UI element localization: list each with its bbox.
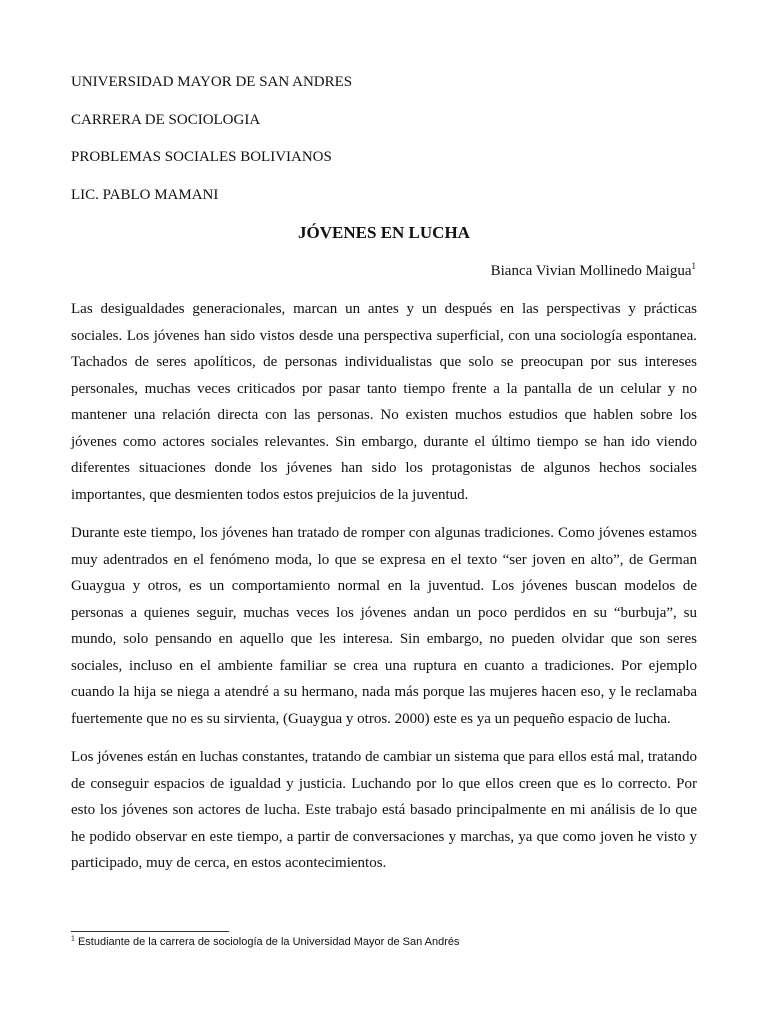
document-title: JÓVENES EN LUCHA [298, 223, 470, 242]
header-course: PROBLEMAS SOCIALES BOLIVIANOS [71, 149, 332, 165]
header-career: CARRERA DE SOCIOLOGIA [71, 112, 261, 128]
header-lecturer: LIC. PABLO MAMANI [71, 187, 219, 203]
header-university: UNIVERSIDAD MAYOR DE SAN ANDRES [71, 74, 353, 90]
footnote-text: Estudiante de la carrera de sociología de la Universidad Mayor de San Andrés [77, 936, 460, 948]
paragraph-3: Los jóvenes están en luchas constantes, tratando de cambiar un sistema que para ellos está mal, tratando de conseguir espacios de igualdad y justicia. Luchando por lo que ellos creen que es lo correcto. Por esto los jóvenes son actores de lucha. Este trabajo está basado principalmente en mi análisis de lo que he podido observar en este tiempo, a partir de conversaciones y marchas, ya que como joven he visto y participado, muy de cerca, en estos acontecimientos. [71, 749, 697, 871]
author-line [491, 262, 696, 280]
author-footnote-marker: 1 [691, 261, 696, 271]
footnote-separator [71, 931, 229, 932]
paragraph-1: Las desigualdades generacionales, marcan un antes y un después en las perspectivas y prácticas sociales. Los jóvenes han sido vistos desde una perspectiva superficial, con una sociología espontanea. Tachados de seres apolíticos, de personas individualistas que solo se preocupan por sus intereses personales, muchas veces criticados por pasar tanto tiempo frente a la pantalla de un celular y no mantener una relación directa con las personas. No existen muchos estudios que hablen sobre los jóvenes como actores sociales relevantes. Sin embargo, durante el último tiempo se han ido viendo diferentes situaciones donde los jóvenes han sido los protagonistas de algunos hechos sociales importantes, que desmienten todos estos prejuicios de la juventud. [71, 301, 697, 503]
footnote [71, 935, 460, 949]
footnote-marker: 1 [71, 935, 75, 943]
paragraph-2: Durante este tiempo, los jóvenes han tratado de romper con algunas tradiciones. Como jóvenes estamos muy adentrados en el fenómeno moda, lo que se expresa en el texto “ser joven en alto”, de German Guaygua y otros, es un comportamiento normal en la juventud. Los jóvenes buscan modelos de personas a quienes seguir, muchas veces los jóvenes andan un poco perdidos en su “burbuja”, su mundo, solo pensando en aquello que les interesa. Sin embargo, no pueden olvidar que son seres sociales, incluso en el ambiente familiar se crea una ruptura en cuanto a tradiciones. Por ejemplo cuando la hija se niega a atendré a su hermano, nada más porque las mujeres hacen eso, y le reclamaba fuertemente que no es su sirvienta, (Guaygua y otros. 2000) este es ya un pequeño espacio de lucha. [71, 525, 697, 727]
author-name: Bianca Vivian Mollinedo Maigua [490, 263, 692, 279]
